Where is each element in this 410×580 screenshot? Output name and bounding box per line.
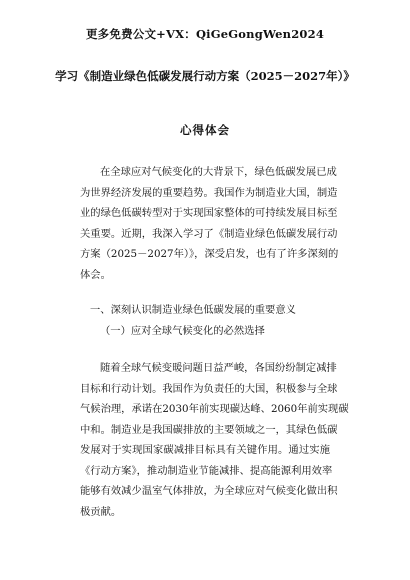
paragraph-line: 业的绿色低碳转型对于实现国家整体的可持续发展目标至 [80, 207, 338, 219]
paragraph-line: 《行动方案》，推动制造业节能减排、提高能源利用效率 [80, 464, 333, 477]
paragraph-line: 在全球应对气候变化的大背景下，绿色低碳发展已成 [100, 166, 337, 178]
paragraph-line: 随着全球气候变暖问题日益严峻，各国纷纷制定减排 [100, 362, 337, 374]
section-headings [80, 300, 330, 341]
document-title: 学习《制造业绿色低碳发展行动方案（2025－2027年）》 [55, 69, 355, 83]
document-subtitle: 心得体会 [180, 123, 230, 137]
climate-paragraph [80, 358, 349, 522]
paragraph-line: 为世界经济发展的重要趋势。我国作为制造业大国，制造 [80, 186, 338, 199]
paragraph-line: 发展对于实现国家碳减排目标具有关键作用。通过实施 [80, 444, 330, 456]
paragraph-line: 极贡献。 [80, 505, 122, 518]
promo-header: 更多免费公文+VX：QiGeGongWen2024 [85, 27, 325, 41]
subsection-heading: （一）应对全球气候变化的必然选择 [100, 324, 265, 337]
paragraph-line: 目标和行动计划。我国作为负责任的大国，积极参与全球 [80, 382, 338, 395]
paragraph-line: 方案（2025－2027年）》，深受启发，也有了许多深刻的 [80, 248, 339, 260]
paragraph-line: 能够有效减少温室气体排放，为全球应对气候变化做出积 [80, 485, 338, 497]
intro-paragraph [80, 162, 339, 285]
section-heading: 一、深刻认识制造业绿色低碳发展的重要意义 [90, 304, 296, 316]
paragraph-line: 关重要。近期，我深入学习了《制造业绿色低碳发展行动 [80, 227, 338, 240]
paragraph-line: 体会。 [80, 268, 111, 281]
paragraph-line: 中和。制造业是我国碳排放的主要领域之一，其绿色低碳 [80, 423, 338, 436]
paragraph-line: 气候治理，承诺在2030年前实现碳达峰、2060年前实现碳 [80, 403, 349, 415]
